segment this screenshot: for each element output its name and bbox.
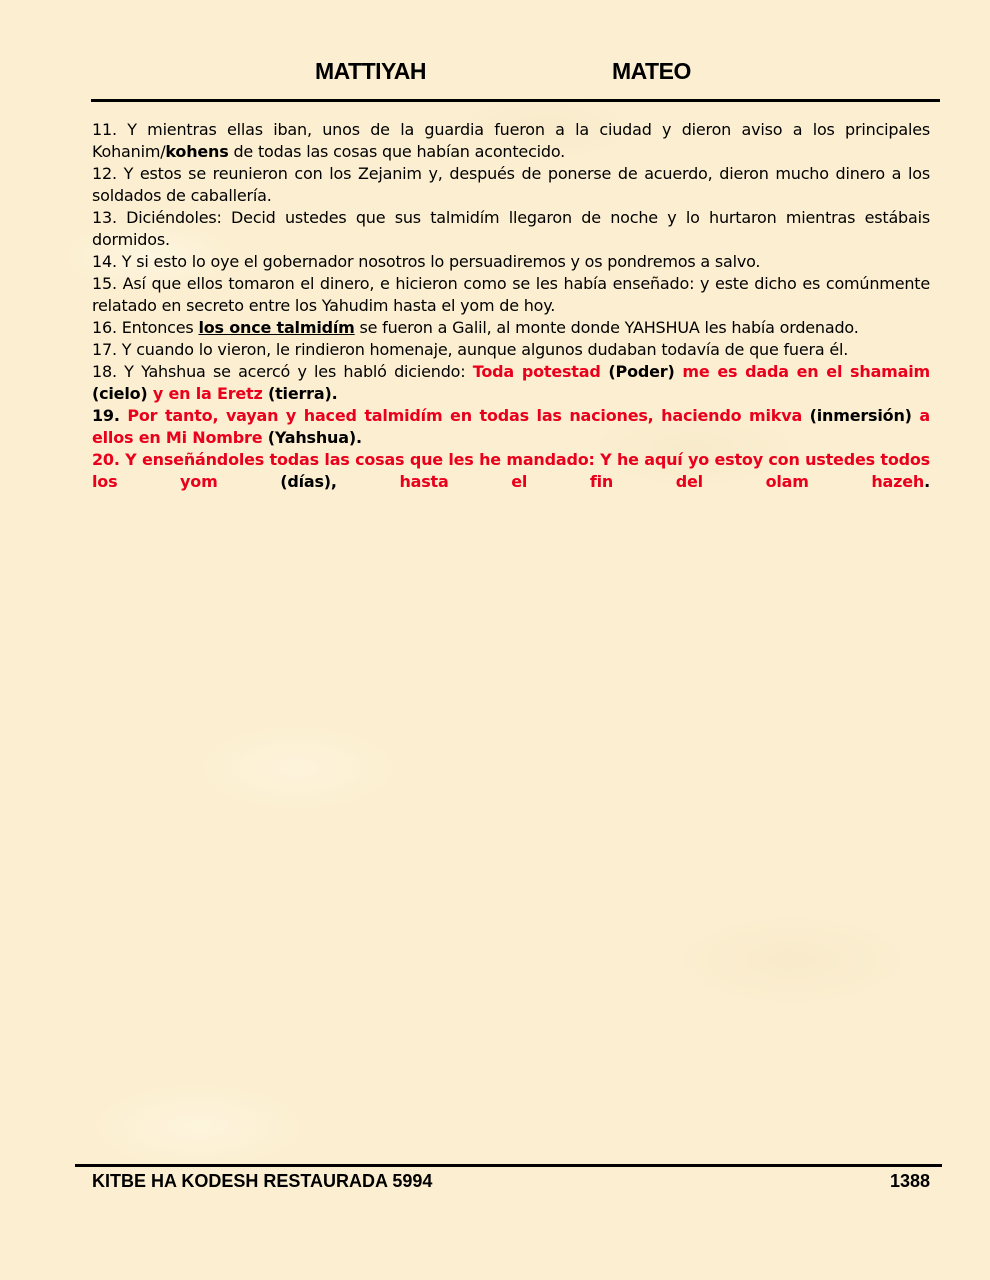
- verse-gloss: (inmersión): [802, 406, 920, 425]
- verse-red-words: Por tanto, vayan y haced talmidím en todas las naciones, haciendo mikva: [127, 406, 803, 425]
- header-title-spanish: MATEO: [612, 58, 691, 84]
- verse-17: 17. Y cuando lo vieron, le rindieron homenaje, aunque algunos dudaban todavía de que fuera él.: [92, 340, 849, 359]
- verse-gloss: (Poder): [600, 362, 683, 381]
- verse-gloss: .: [924, 472, 931, 491]
- verse-bold-term: kohens: [165, 142, 229, 161]
- verse-red-words: hasta el fin del olam hazeh: [399, 472, 925, 491]
- verse-text: 11. Y mientras ellas iban, unos de la guardia fueron a la ciudad y dieron aviso a los principales Kohanim/: [92, 120, 930, 161]
- verse-red-words: Toda potestad: [472, 362, 601, 381]
- verse-gloss: (cielo): [92, 384, 153, 403]
- verse-gloss: (Yahshua).: [262, 428, 362, 447]
- verse-text: 18. Y Yahshua se acercó y les habló diciendo:: [92, 362, 473, 381]
- page-number: 1388: [889, 1171, 930, 1191]
- verse-red-words: a ellos en Mi Nombre: [92, 406, 930, 447]
- verse-number: 19.: [92, 406, 128, 425]
- verse-16: [92, 317, 930, 339]
- verse-20: [92, 449, 930, 493]
- verse-text: de todas las cosas que habían acontecido.: [228, 142, 566, 161]
- verse-gloss: (tierra).: [262, 384, 338, 403]
- verse-11: [92, 119, 930, 163]
- verse-text: 16. Entonces: [92, 318, 199, 337]
- verse-content: [92, 119, 930, 493]
- verse-gloss: (días),: [217, 472, 400, 491]
- footer-book-title: KITBE HA KODESH RESTAURADA 5994: [92, 1171, 433, 1191]
- header-rule: [91, 99, 940, 102]
- footer-rule: [75, 1164, 942, 1167]
- verse-19: [92, 405, 930, 449]
- verse-text: se fueron a Galil, al monte donde YAHSHUA les había ordenado.: [354, 318, 859, 337]
- verse-13: 13. Diciéndoles: Decid ustedes que sus talmidím llegaron de noche y lo hurtaron mientras estábais dormidos.: [92, 208, 930, 249]
- verse-15: 15. Así que ellos tomaron el dinero, e hicieron como se les había enseñado: y este dicho es comúnmente relatado en secreto entre los Yahudim hasta el yom de hoy.: [92, 274, 930, 315]
- verse-red-words: y en la Eretz: [152, 384, 263, 403]
- verse-14: 14. Y si esto lo oye el gobernador nosotros lo persuadiremos y os pondremos a salvo.: [92, 252, 761, 271]
- header-title-hebrew: MATTIYAH: [315, 58, 426, 84]
- verse-red-words: 20. Y enseñándoles todas las cosas que les he mandado: Y he aquí yo estoy con ustedes todos los yom: [92, 450, 930, 491]
- page-header: [0, 58, 990, 90]
- verse-red-words: me es dada en el shamaim: [682, 362, 930, 381]
- verse-18: [92, 361, 930, 405]
- verse-12: 12. Y estos se reunieron con los Zejanim y, después de ponerse de acuerdo, dieron mucho dinero a los soldados de caballería.: [92, 164, 930, 205]
- verse-underlined-term: los once talmidím: [198, 318, 355, 337]
